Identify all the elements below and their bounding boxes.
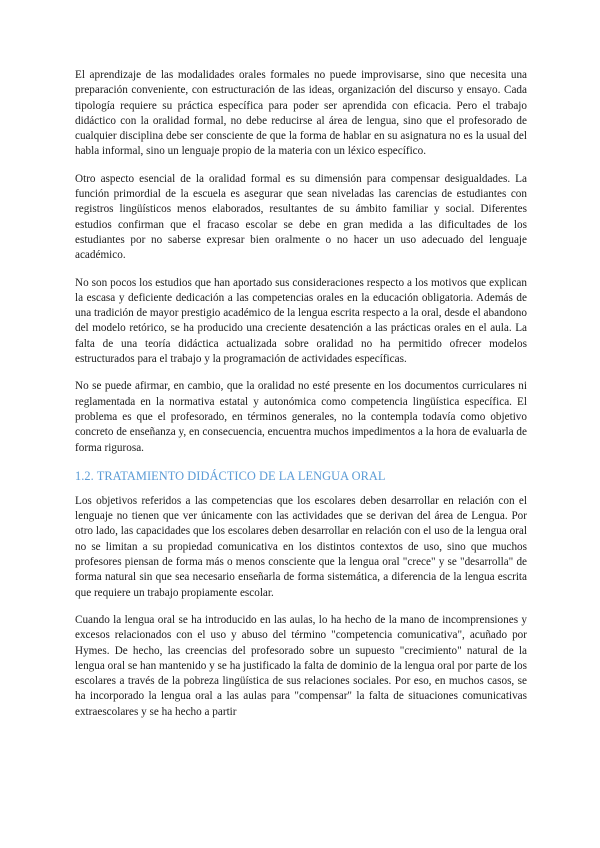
paragraph-compensating-inequalities: Otro aspecto esencial de la oralidad formal es su dimensión para compensar desigualdades. La función primordial de la escuela es asegurar que sean niveladas las carencias de estudiantes con registros lingüísticos menos elaborados, resultantes de su ámbito familiar y social. Diferentes estudios confirman que el fracaso escolar se debe en gran medida a las dificultades de los estudiantes por no saberse expresar bien oralmente o no hacer un uso adecuado del lenguaje académico. [75,172,527,262]
paragraph-studies-on-oral-competence: No son pocos los estudios que han aportado sus consideraciones respecto a los motivos que explican la escasa y deficiente dedicación a las competencias orales en la educación obligatoria. Además de una tradición de mayor prestigio académico de la lengua escrita respecto a la oral, desde el abandono del modelo retórico, se ha producido una creciente desatención a las prácticas orales en el aula. La falta de una teoría didáctica actualizada sobre oralidad no ha permitido ofrecer modelos estructurados para el trabajo y la programación de actividades específicas. [75,276,527,366]
paragraph-curricular-documents: No se puede afirmar, en cambio, que la oralidad no esté presente en los documentos curriculares ni reglamentada en la normativa estatal y autonómica como competencia lingüística específica. El problema es que el profesorado, en términos generales, no la contempla todavía como objetivo concreto de enseñanza y, en consecuencia, encuentra muchos impedimentos a la hora de evaluarla de forma rigurosa. [75,380,527,454]
paragraph-oral-language-in-classroom: Cuando la lengua oral se ha introducido en las aulas, lo ha hecho de la mano de incomprensiones y excesos relacionados con el uso y abuso del término "competencia comunicativa", acuñado por Hymes. De hecho, las creencias del profesorado sobre un supuesto "crecimiento" natural de la lengua oral se han mantenido y se ha justificado la falta de dominio de la lengua oral por parte de los escolares a través de la pobreza lingüística de sus relaciones sociales. Por eso, en muchos casos, se ha incorporado la lengua oral a las aulas para "compensar" la falta de situaciones comunicativas extraescolares y se ha hecho a partir [75,613,527,718]
paragraph-language-objectives: Los objetivos referidos a las competencias que los escolares deben desarrollar en relación con el lenguaje no tienen que ver únicamente con las actividades que se derivan del área de Lengua. Por otro lado, las capacidades que los escolares deben desarrollar en relación con el uso de la lengua oral no se limitan a su propiedad comunicativa en los distintos contextos de uso, sino que muchos profesores piensan de forma más o menos consciente que la lengua oral "crece" y se "desarrolla" de forma natural sin que sea necesario enseñarla de forma sistemática, a diferencia de la lengua escrita que requiere un trabajo propiamente escolar. [75,494,527,599]
paragraph-formal-oral-preparation: El aprendizaje de las modalidades orales formales no puede improvisarse, sino que necesita una preparación conveniente, con estructuración de las ideas, organización del discurso y ensayo. Cada tipología requiere su práctica específica para poder ser aprendida con eficacia. Pero el trabajo didáctico con la oralidad formal, no debe reducirse al área de lengua, sino que el profesorado de cualquier disciplina debe ser consciente de que la forma de hablar en su asignatura no es la usual del habla informal, sino un lenguaje propio de la materia con un léxico específico. [75,69,527,158]
document-page [75,68,527,732]
section-heading: 1.2. TRATAMIENTO DIDÁCTICO DE LA LENGUA ORAL [75,468,386,483]
